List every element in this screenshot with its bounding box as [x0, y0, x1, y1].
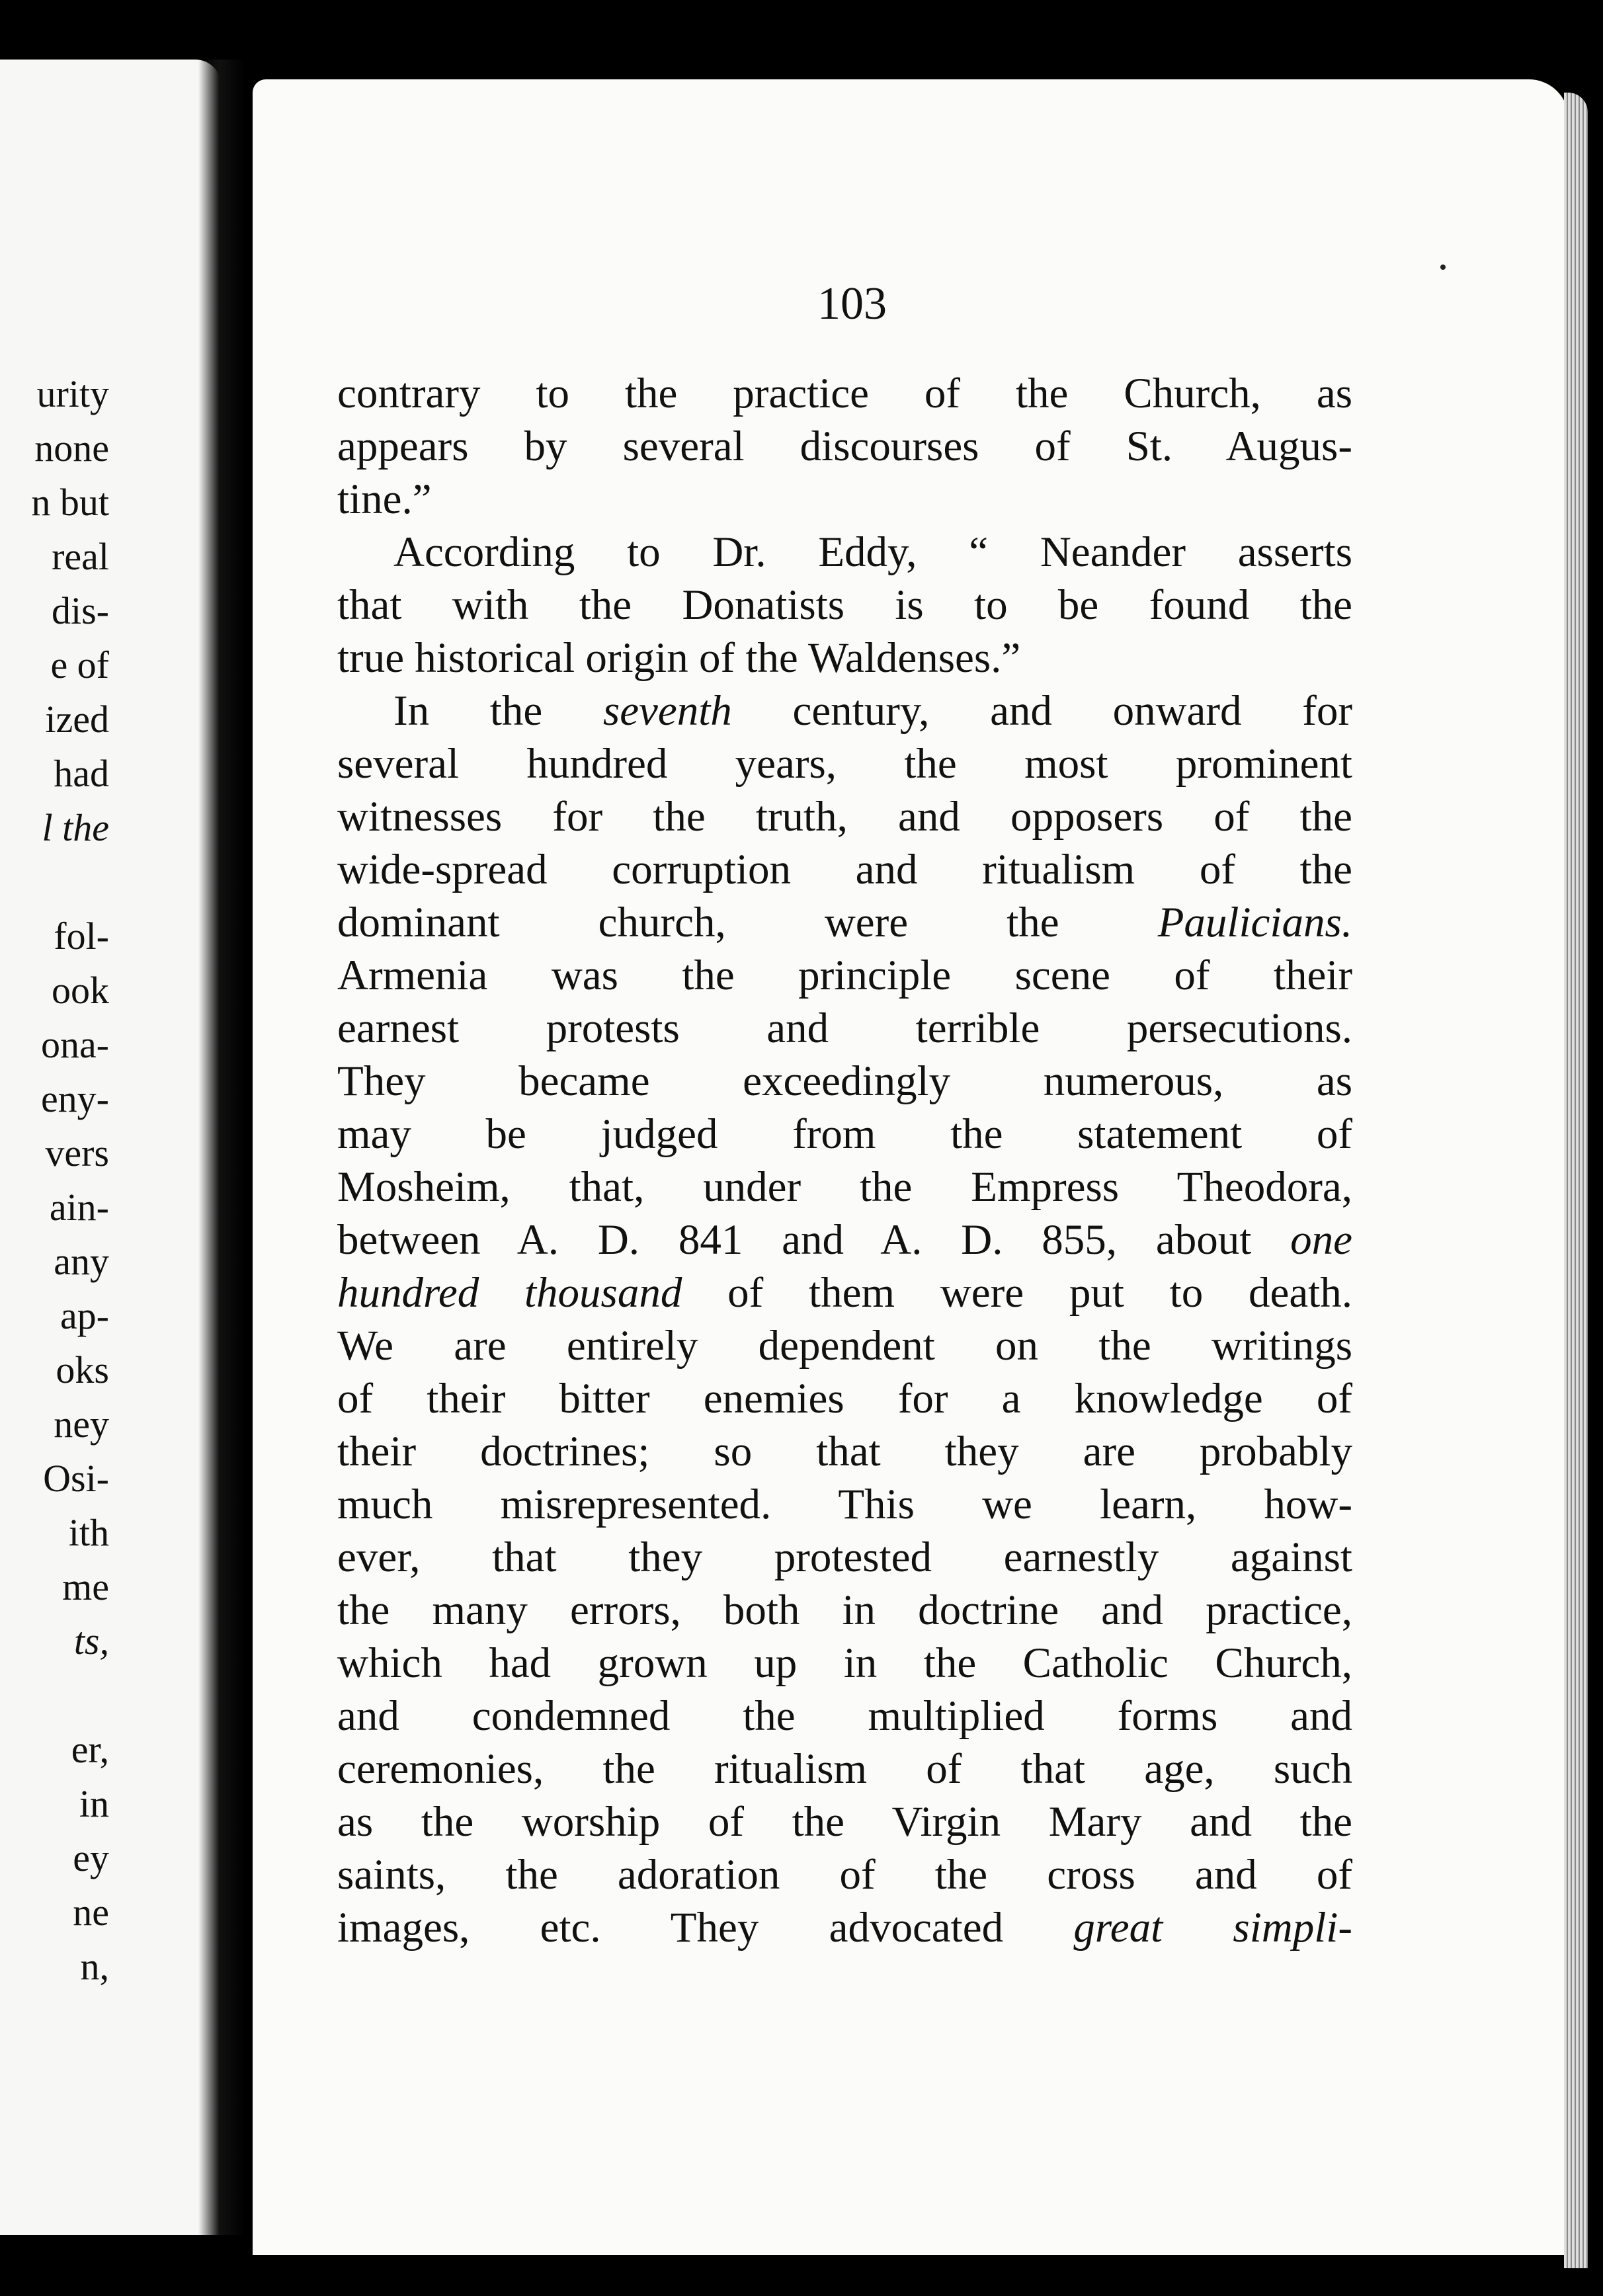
left-page-text-fragment: dis-: [52, 589, 109, 632]
left-page-text-fragment: Osi-: [43, 1457, 109, 1500]
text-run: between A. D. 841 and A. D. 855, about: [337, 1216, 1291, 1264]
left-page-text-fragment: ap-: [60, 1294, 109, 1337]
text-line: [337, 1584, 1352, 1637]
text-line: [337, 473, 1352, 526]
text-line: [337, 1266, 1352, 1319]
text-run: appears by several discourses of St. Augus-: [337, 423, 1352, 470]
text-run: We are entirely dependent on the writings: [337, 1322, 1352, 1370]
text-run: tine.”: [337, 475, 432, 523]
text-run: true historical origin of the Waldenses.”: [337, 634, 1021, 682]
text-line: [337, 1055, 1352, 1108]
text-run: their doctrines; so that they are probably: [337, 1428, 1352, 1475]
text-line: [337, 1161, 1352, 1213]
left-page-text-fragment: eny-: [40, 1077, 109, 1120]
left-page-text-fragment: ts,: [73, 1620, 109, 1662]
text-line: [337, 1108, 1352, 1161]
text-run: witnesses for the truth, and opposers of the: [337, 793, 1352, 840]
left-page-text-fragment: in: [79, 1782, 109, 1825]
italic-text: one: [1290, 1216, 1352, 1264]
text-run: Mosheim, that, under the Empress Theodora,: [337, 1163, 1352, 1211]
text-line: [337, 420, 1352, 473]
text-line: [337, 1901, 1352, 1954]
text-run: wide-spread corruption and ritualism of the: [337, 846, 1352, 893]
left-page-text-fragment: vers: [45, 1131, 109, 1174]
text-line: [337, 1372, 1352, 1425]
text-run: ceremonies, the ritualism of that age, such: [337, 1745, 1352, 1793]
ink-speck: [1440, 265, 1446, 270]
left-page-text-fragment: oks: [56, 1348, 109, 1391]
italic-text: seventh: [602, 687, 732, 735]
text-line: [337, 1478, 1352, 1531]
text-run: In the: [393, 687, 603, 735]
text-line: [337, 526, 1352, 579]
text-run: ever, that they protested earnestly against: [337, 1534, 1352, 1581]
text-run: of their bitter enemies for a knowledge of: [337, 1375, 1352, 1422]
text-run: images, etc. They advocated: [337, 1904, 1074, 1951]
text-line: [337, 579, 1352, 632]
text-line: [337, 1213, 1352, 1266]
text-line: [337, 949, 1352, 1002]
text-line: [337, 632, 1352, 684]
left-page-text-fragment: ain-: [49, 1186, 109, 1229]
text-line: [337, 367, 1352, 420]
page-number: 103: [817, 278, 887, 329]
left-page-text-fragment: e of: [50, 643, 109, 686]
text-run: as the worship of the Virgin Mary and the: [337, 1798, 1352, 1846]
italic-text: Paulicians.: [1157, 899, 1352, 946]
left-page-text-fragment: fol-: [54, 915, 109, 958]
text-run: dominant church, were the: [337, 899, 1158, 946]
previous-page-fragment: [0, 60, 222, 2235]
italic-text: great simpli-: [1073, 1904, 1352, 1951]
text-line: [337, 1319, 1352, 1372]
text-line: [337, 684, 1352, 737]
left-page-text-fragment: ized: [45, 698, 109, 741]
text-line: [337, 896, 1352, 949]
italic-text: hundred thousand: [337, 1269, 682, 1317]
text-line: [337, 1002, 1352, 1055]
text-run: They became exceedingly numerous, as: [337, 1057, 1352, 1105]
left-page-text-fragment: ey: [73, 1836, 109, 1879]
page-edges: [1564, 93, 1588, 2268]
left-page-text-fragment: ith: [68, 1511, 109, 1554]
left-page-text-fragment: had: [54, 752, 109, 795]
text-run: Armenia was the principle scene of their: [337, 952, 1352, 999]
text-line: [337, 1795, 1352, 1848]
left-page-text-fragment: ney: [54, 1403, 109, 1446]
text-run: of them were put to death.: [682, 1269, 1352, 1317]
left-page-text-fragment: ne: [73, 1891, 109, 1934]
text-line: [337, 737, 1352, 790]
left-page-text-fragment: n,: [80, 1945, 109, 1988]
left-page-text-fragment: er,: [71, 1728, 109, 1771]
text-run: may be judged from the statement of: [337, 1110, 1352, 1158]
text-line: [337, 1742, 1352, 1795]
text-run: century, and onward for: [731, 687, 1353, 735]
text-line: [337, 790, 1352, 843]
left-page-text-fragment: any: [54, 1240, 109, 1283]
left-page-text-fragment: me: [62, 1565, 109, 1608]
left-page-text-fragment: l the: [42, 806, 109, 849]
text-line: [337, 1690, 1352, 1742]
book-gutter: [198, 60, 245, 2235]
text-run: and condemned the multiplied forms and: [337, 1692, 1352, 1740]
text-run: the many errors, both in doctrine and practice,: [337, 1586, 1352, 1634]
left-page-text-fragment: ook: [52, 969, 109, 1012]
left-page-text-fragment: real: [52, 535, 109, 578]
text-line: [337, 1425, 1352, 1478]
text-run: contrary to the practice of the Church, as: [337, 370, 1352, 417]
text-run: earnest protests and terrible persecutions.: [337, 1004, 1352, 1052]
left-page-text-fragment: none: [34, 427, 109, 470]
text-line: [337, 843, 1352, 896]
text-line: [337, 1848, 1352, 1901]
left-page-text-fragment: n but: [31, 481, 109, 524]
text-run: saints, the adoration of the cross and of: [337, 1851, 1352, 1899]
text-run: which had grown up in the Catholic Church,: [337, 1639, 1352, 1687]
text-line: [337, 1531, 1352, 1584]
text-run: much misrepresented. This we learn, how-: [337, 1481, 1352, 1528]
text-run: that with the Donatists is to be found the: [337, 581, 1352, 629]
text-run: several hundred years, the most prominent: [337, 740, 1352, 788]
text-line: [337, 1637, 1352, 1690]
left-page-text-fragment: urity: [36, 372, 109, 415]
text-run: According to Dr. Eddy, “ Neander asserts: [393, 528, 1352, 576]
left-page-text-fragment: ona-: [40, 1023, 109, 1066]
